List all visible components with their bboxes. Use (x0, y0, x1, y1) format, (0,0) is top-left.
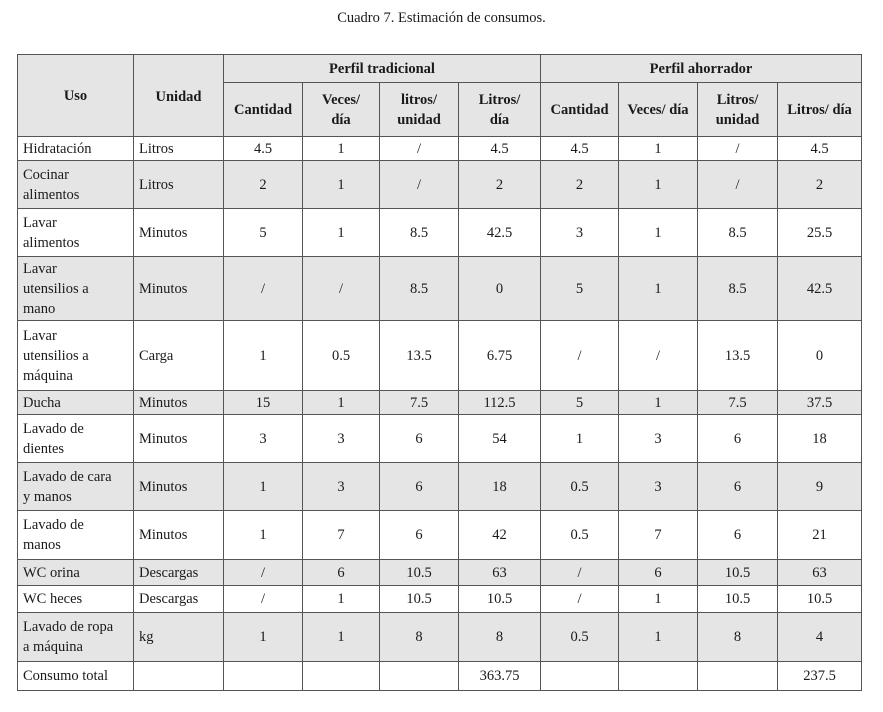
cell-value: 42.5 (459, 209, 541, 257)
cell-uso: Hidratación (18, 137, 134, 161)
cell-value: 54 (459, 415, 541, 463)
cell-value: 10.5 (380, 586, 459, 613)
cell-value: 9 (778, 463, 862, 511)
table-row (18, 560, 862, 586)
cell-value: / (541, 586, 619, 613)
cell-value: 15 (224, 391, 303, 415)
cell-value: 1 (619, 257, 698, 321)
cell-value: 0.5 (541, 463, 619, 511)
header-ahorr-col-2: Litros/ unidad (698, 83, 778, 137)
cell-value: 1 (541, 415, 619, 463)
cell-value (224, 662, 303, 691)
cell-value: 6 (698, 511, 778, 560)
cell-uso: Lavado de ropa a máquina (18, 613, 134, 662)
cell-value: 4.5 (224, 137, 303, 161)
cell-value: 1 (224, 511, 303, 560)
cell-uso: Lavar alimentos (18, 209, 134, 257)
cell-unidad: Minutos (134, 511, 224, 560)
table-caption: Cuadro 7. Estimación de consumos. (337, 10, 546, 26)
cell-value: 42 (459, 511, 541, 560)
cell-value: 1 (303, 391, 380, 415)
cell-value: 10.5 (698, 586, 778, 613)
header-ahorr-col-0: Cantidad (541, 83, 619, 137)
header-perfil-ahorrador: Perfil ahorrador (541, 55, 862, 83)
cell-value: 1 (619, 586, 698, 613)
cell-unidad (134, 662, 224, 691)
cell-value: 0.5 (541, 511, 619, 560)
cell-value: 8 (698, 613, 778, 662)
table-row (18, 137, 862, 161)
cell-value: 0.5 (541, 613, 619, 662)
table-row (18, 391, 862, 415)
header-trad-col-3: Litros/ día (459, 83, 541, 137)
cell-value: 7 (303, 511, 380, 560)
cell-value: 3 (619, 463, 698, 511)
cell-value: 13.5 (698, 321, 778, 391)
cell-value: 1 (303, 161, 380, 209)
cell-value: 10.5 (380, 560, 459, 586)
cell-unidad: Litros (134, 137, 224, 161)
cell-value: / (303, 257, 380, 321)
cell-value: 8.5 (698, 257, 778, 321)
header-trad-col-0: Cantidad (224, 83, 303, 137)
cell-unidad: Minutos (134, 415, 224, 463)
cell-value: 1 (619, 391, 698, 415)
header-uso: Uso (18, 55, 134, 137)
cell-value: 63 (459, 560, 541, 586)
cell-value: 6 (698, 463, 778, 511)
cell-unidad: Litros (134, 161, 224, 209)
cell-unidad: Descargas (134, 560, 224, 586)
cell-value: 18 (459, 463, 541, 511)
cell-value (541, 662, 619, 691)
cell-value: 1 (303, 586, 380, 613)
cell-value: 6 (698, 415, 778, 463)
cell-value: 1 (619, 209, 698, 257)
cell-value: 8 (380, 613, 459, 662)
cell-uso: WC orina (18, 560, 134, 586)
table-row (18, 511, 862, 560)
cell-value: 112.5 (459, 391, 541, 415)
cell-value: / (224, 257, 303, 321)
table-row (18, 613, 862, 662)
cell-value: 0.5 (303, 321, 380, 391)
cell-value: 2 (224, 161, 303, 209)
cell-uso: Lavar utensilios a máquina (18, 321, 134, 391)
cell-value: / (698, 137, 778, 161)
header-ahorr-col-3: Litros/ día (778, 83, 862, 137)
cell-value: 1 (303, 137, 380, 161)
cell-value: 6 (380, 463, 459, 511)
cell-value: / (698, 161, 778, 209)
cell-value: / (619, 321, 698, 391)
cell-value: 0 (459, 257, 541, 321)
header-trad-col-1: Veces/ día (303, 83, 380, 137)
cell-uso: Lavar utensilios a mano (18, 257, 134, 321)
cell-uso: Cocinar alimentos (18, 161, 134, 209)
table-row (18, 586, 862, 613)
cell-unidad: kg (134, 613, 224, 662)
cell-value: 10.5 (459, 586, 541, 613)
cell-unidad: Minutos (134, 463, 224, 511)
cell-value: 10.5 (778, 586, 862, 613)
cell-value: 8.5 (380, 209, 459, 257)
cell-value (698, 662, 778, 691)
cell-value: 1 (303, 613, 380, 662)
header-perfil-tradicional: Perfil tradicional (224, 55, 541, 83)
cell-value: / (224, 560, 303, 586)
cell-value: 6 (619, 560, 698, 586)
cell-value: 4 (778, 613, 862, 662)
cell-unidad: Minutos (134, 257, 224, 321)
cell-value: 3 (619, 415, 698, 463)
cell-value: 6 (380, 415, 459, 463)
cell-value: 25.5 (778, 209, 862, 257)
cell-value: 21 (778, 511, 862, 560)
cell-value: 4.5 (459, 137, 541, 161)
cell-value: 2 (459, 161, 541, 209)
cell-value: 5 (541, 257, 619, 321)
cell-value: 7.5 (380, 391, 459, 415)
cell-value: 1 (619, 613, 698, 662)
cell-value: 2 (541, 161, 619, 209)
cell-value: / (541, 321, 619, 391)
cell-value: 8.5 (380, 257, 459, 321)
cell-uso: Consumo total (18, 662, 134, 691)
cell-uso: Lavado de manos (18, 511, 134, 560)
cell-value (380, 662, 459, 691)
cell-value: 10.5 (698, 560, 778, 586)
cell-value: 1 (224, 613, 303, 662)
header-ahorr-col-1: Veces/ día (619, 83, 698, 137)
cell-uso: Lavado de cara y manos (18, 463, 134, 511)
cell-unidad: Minutos (134, 391, 224, 415)
cell-value: 8 (459, 613, 541, 662)
cell-value: 5 (224, 209, 303, 257)
cell-value: 63 (778, 560, 862, 586)
cell-value: 0 (778, 321, 862, 391)
cell-value: 3 (303, 463, 380, 511)
cell-value: / (380, 137, 459, 161)
cell-value: 1 (224, 463, 303, 511)
cell-value: 4.5 (778, 137, 862, 161)
cell-value (619, 662, 698, 691)
cell-uso: WC heces (18, 586, 134, 613)
cell-value: 1 (224, 321, 303, 391)
cell-value: 237.5 (778, 662, 862, 691)
header-trad-col-2: litros/ unidad (380, 83, 459, 137)
cell-uso: Lavado de dientes (18, 415, 134, 463)
cell-unidad: Descargas (134, 586, 224, 613)
cell-value: 3 (303, 415, 380, 463)
cell-value: 1 (619, 161, 698, 209)
cell-value: 1 (303, 209, 380, 257)
cell-value: 4.5 (541, 137, 619, 161)
cell-value (303, 662, 380, 691)
cell-value: 6.75 (459, 321, 541, 391)
cell-value: / (224, 586, 303, 613)
cell-unidad: Minutos (134, 209, 224, 257)
consumption-table (17, 54, 862, 691)
cell-value: 7.5 (698, 391, 778, 415)
table-row (18, 463, 862, 511)
table-row (18, 321, 862, 391)
cell-value: 5 (541, 391, 619, 415)
table-row (18, 662, 862, 691)
cell-value: / (380, 161, 459, 209)
cell-value: 6 (380, 511, 459, 560)
cell-value: 6 (303, 560, 380, 586)
header-unidad: Unidad (134, 55, 224, 137)
cell-value: 13.5 (380, 321, 459, 391)
table-row (18, 257, 862, 321)
cell-value: 42.5 (778, 257, 862, 321)
table-row (18, 209, 862, 257)
cell-value: 8.5 (698, 209, 778, 257)
cell-uso: Ducha (18, 391, 134, 415)
cell-value: 7 (619, 511, 698, 560)
cell-value: 1 (619, 137, 698, 161)
cell-value: 2 (778, 161, 862, 209)
table-row (18, 161, 862, 209)
cell-value: 363.75 (459, 662, 541, 691)
table-row (18, 415, 862, 463)
cell-value: / (541, 560, 619, 586)
cell-value: 3 (541, 209, 619, 257)
cell-value: 18 (778, 415, 862, 463)
cell-value: 3 (224, 415, 303, 463)
cell-value: 37.5 (778, 391, 862, 415)
cell-unidad: Carga (134, 321, 224, 391)
